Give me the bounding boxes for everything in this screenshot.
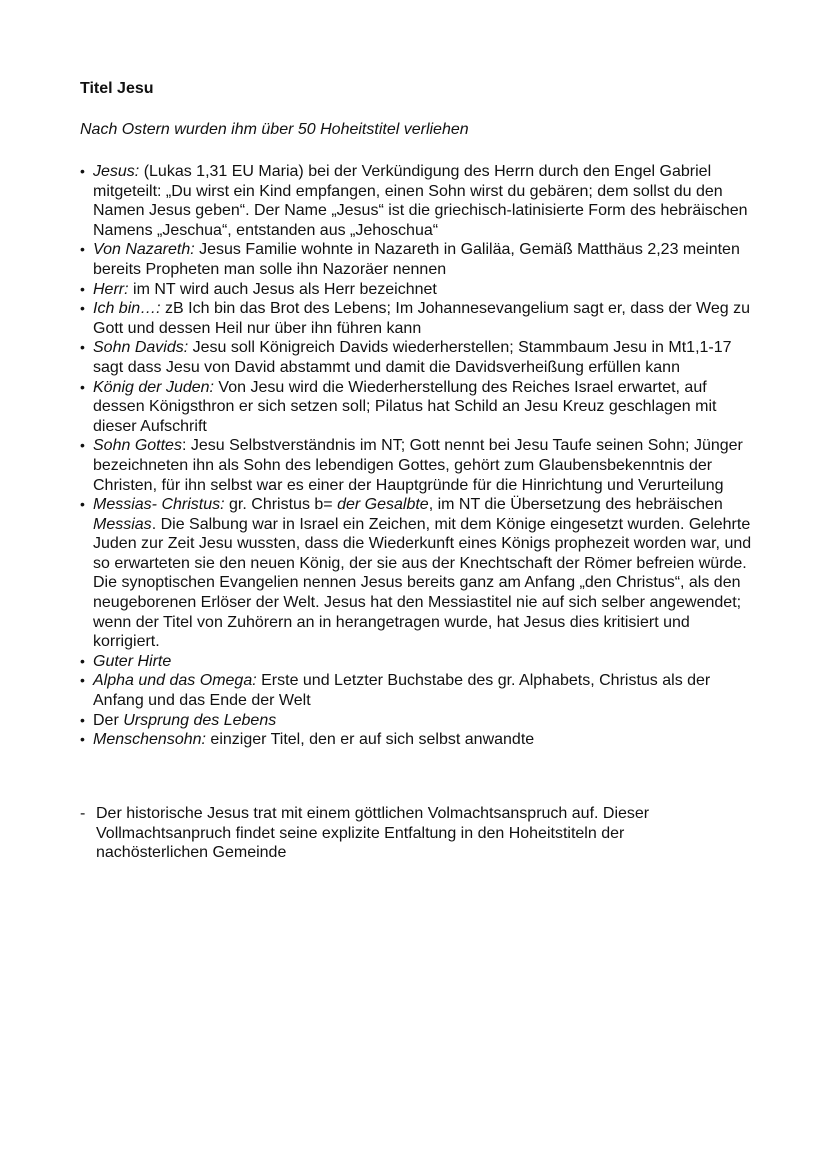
title-description-part: gr. Christus b= [224, 496, 338, 514]
title-list-item [80, 338, 752, 377]
title-term: König der Juden: [93, 378, 214, 396]
title-description: (Lukas 1,31 EU Maria) bei der Verkündigung des Herrn durch den Engel Gabriel mitgeteilt: „Du wirst ein Kind empfangen, einen Sohn wirst du gebären; dem sollst du den Namen Jesus geben“. Der Name „Jesus“ ist die griechisch-latinisierte Form des hebräischen Namens „Jeschua“, entstanden aus „Jehoschua“ [93, 163, 748, 239]
title-list-item [80, 495, 752, 652]
title-description-part: , im NT die Übersetzung des hebräischen [428, 496, 723, 514]
title-term: Sohn Gottes [93, 437, 182, 455]
title-description-part: Messias [93, 515, 152, 533]
title-list-item [80, 436, 752, 495]
title-term: Sohn Davids: [93, 339, 189, 357]
title-description-part: . Die Salbung war in Israel ein Zeichen, mit dem Könige eingesetzt wurden. Gelehrte Juden zur Zeit Jesu wussten, dass die Wiederkunft eines Königs prophezeit worden war, und so erwarteten sie den neuen König, der sie aus der Knechtschaft der Römer befreien würde. Die synoptischen Evangelien nennen Jesus bereits ganz am Anfang „den Christus“, als den neugeborenen Erlöser der Welt. Jesus hat den Messiastitel nie auf sich selber angewendet; wenn der Titel von Zuhörern an in herangetragen wurde, hat Jesus dies kritisiert und korrigiert. [93, 515, 752, 651]
title-list-item [80, 711, 752, 731]
title-list-item [80, 730, 752, 750]
title-term: Von Nazareth: [93, 241, 195, 259]
title-term: Guter Hirte [93, 652, 172, 670]
title-description: Jesus Familie wohnte in Nazareth in Galiläa, Gemäß Matthäus 2,23 meinten bereits Propheten man solle ihn Nazoräer nennen [93, 241, 740, 278]
title-list-item [80, 299, 752, 338]
document-title: Titel Jesu [80, 80, 154, 97]
title-term-prefix: Der [93, 711, 124, 729]
summary-paragraph [80, 804, 740, 863]
title-term: Jesus: [93, 163, 140, 180]
titles-list [80, 162, 752, 750]
title-list-item [80, 280, 752, 300]
title-term: Messias- Christus: [93, 496, 225, 514]
title-description: einziger Titel, den er auf sich selbst anwandte [205, 731, 535, 749]
title-description-part: der Gesalbte [337, 496, 429, 514]
title-description: Erste und Letzter Buchstabe des gr. Alphabets, Christus als der Anfang und das Ende der Welt [93, 672, 711, 710]
title-list-item [80, 240, 752, 279]
title-list-item [80, 162, 752, 240]
title-description: Von Jesu wird die Wiederherstellung des Reiches Israel erwartet, auf dessen Königsthron er sich setzen soll; Pilatus hat Schild an Jesu Kreuz geschlagen mit dieser Aufschrift [93, 378, 717, 435]
title-term: Menschensohn: [93, 731, 206, 749]
title-description: im NT wird auch Jesus als Herr bezeichnet [128, 280, 437, 298]
title-term: Alpha und das Omega: [93, 672, 257, 690]
title-term: Ursprung des Lebens [123, 711, 277, 729]
title-term: Herr: [93, 280, 129, 298]
title-list-item [80, 671, 752, 710]
title-term: Ich bin…: [93, 300, 161, 318]
summary-dash: - [80, 805, 86, 822]
title-list-item [80, 652, 752, 672]
title-list-item [80, 378, 752, 437]
document-subtitle: Nach Ostern wurden ihm über 50 Hoheitstitel verliehen [80, 121, 469, 138]
title-description: : Jesu Selbstverständnis im NT; Gott nennt bei Jesu Taufe seinen Sohn; Jünger bezeichneten ihn als Sohn des lebendigen Gottes, gehört zum Glaubensbekenntnis der Christen, für ihn selbst war es einer der Hauptgründe für die Hinrichtung und Verurteilung [93, 437, 743, 494]
title-description: zB Ich bin das Brot des Lebens; Im Johannesevangelium sagt er, dass der Weg zu Gott und dessen Heil nur über ihn führen kann [93, 300, 750, 337]
title-description: Jesu soll Königreich Davids wiederherstellen; Stammbaum Jesu in Mt1,1-17 sagt dass Jesu von David abstammt und damit die Davidsverheißung erfüllen kann [93, 339, 732, 376]
summary-text: Der historische Jesus trat mit einem göttlichen Volmachtsanspruch auf. Dieser Vollmachtsanpruch findet seine explizite Entfaltung in den Hoheitstiteln der nachösterlichen Gemeinde [96, 805, 650, 862]
